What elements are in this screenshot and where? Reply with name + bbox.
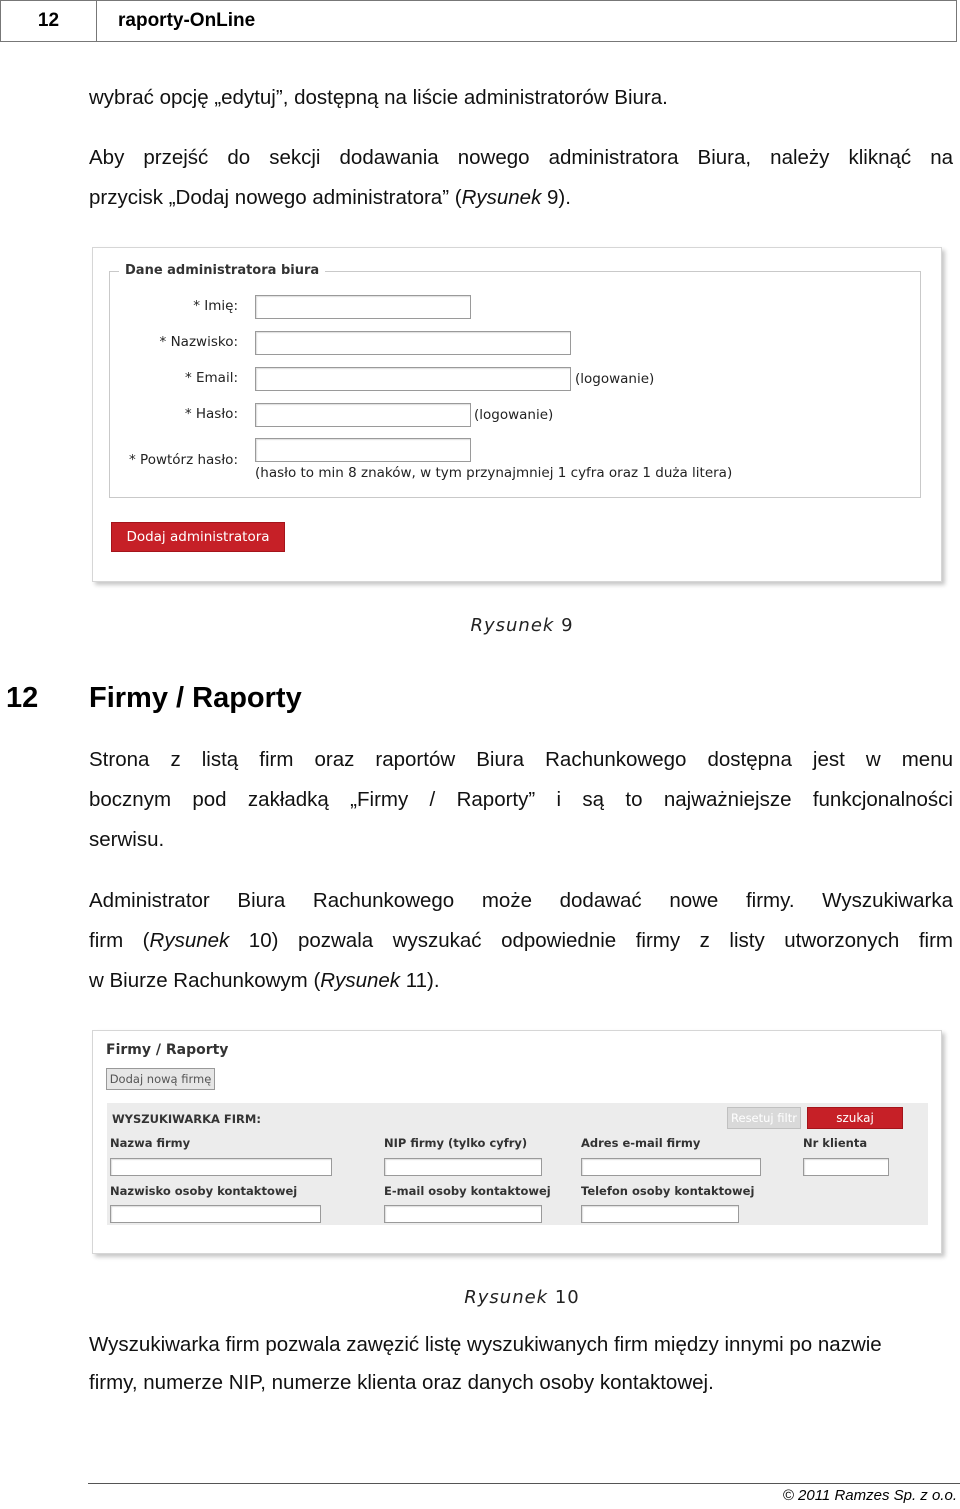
section-p2-line-3: w Biurze Rachunkowym (Rysunek 11).: [89, 969, 440, 992]
nip-label: NIP firmy (tylko cyfry): [384, 1136, 528, 1150]
section-p1-line-3: serwisu.: [89, 828, 165, 851]
section-number: 12: [6, 682, 39, 714]
email-hint: (logowanie): [575, 371, 655, 387]
figure-9-caption: Rysunek 9: [470, 615, 574, 636]
section-title: Firmy / Raporty: [89, 682, 302, 714]
figure-10-screenshot: [92, 1030, 942, 1254]
intro-line-2: Aby przejść do sekcji dodawania nowego administratora Biura, należy kliknąć na: [89, 146, 953, 169]
contact-phone-input[interactable]: [581, 1205, 739, 1223]
search-panel-title: WYSZUKIWARKA FIRM:: [112, 1112, 261, 1126]
footer-copyright: © 2011 Ramzes Sp. z o.o.: [782, 1487, 957, 1504]
closing-line-2: firmy, numerze NIP, numerze klienta oraz danych osoby kontaktowej.: [89, 1371, 714, 1394]
password-hint: (logowanie): [474, 407, 554, 423]
company-name-input[interactable]: [110, 1158, 332, 1176]
password-input[interactable]: [255, 403, 471, 427]
section-p1-line-1: Strona z listą firm oraz raportów Biura Rachunkowego dostępna jest w menu: [89, 748, 953, 771]
add-admin-button[interactable]: Dodaj administratora: [111, 522, 285, 552]
contact-email-input[interactable]: [384, 1205, 542, 1223]
first-name-input[interactable]: [255, 295, 471, 319]
section-p2-line-1: Administrator Biura Rachunkowego może dodawać nowe firmy. Wyszukiwarka: [89, 889, 953, 912]
section-p1-line-2: bocznym pod zakładką „Firmy / Raporty” i są to najważniejsze funkcjonalności: [89, 788, 953, 811]
search-button[interactable]: szukaj: [807, 1107, 903, 1129]
company-email-label: Adres e-mail firmy: [581, 1136, 701, 1150]
last-name-input[interactable]: [255, 331, 571, 355]
intro-line-3: przycisk „Dodaj nowego administratora” (Rysunek 9).: [89, 186, 571, 209]
closing-line-1: Wyszukiwarka firm pozwala zawęzić listę wyszukiwanych firm między innymi po nazwie: [89, 1333, 882, 1356]
intro-line-1: wybrać opcję „edytuj”, dostępną na liście administratorów Biura.: [89, 86, 668, 109]
email-label: * Email:: [184, 370, 238, 386]
breadcrumb: Firmy / Raporty: [106, 1042, 229, 1058]
nip-input[interactable]: [384, 1158, 542, 1176]
page-number: 12: [0, 0, 97, 42]
password-rules-hint: (hasło to min 8 znaków, w tym przynajmniej 1 cyfra oraz 1 duża litera): [255, 465, 733, 481]
footer-divider: [88, 1483, 960, 1484]
client-number-label: Nr klienta: [803, 1136, 868, 1150]
reset-filter-button[interactable]: Resetuj filtr: [727, 1107, 801, 1129]
password-label: * Hasło:: [184, 406, 238, 422]
contact-surname-label: Nazwisko osoby kontaktowej: [110, 1184, 298, 1198]
contact-email-label: E-mail osoby kontaktowej: [384, 1184, 551, 1198]
email-input[interactable]: [255, 367, 571, 391]
company-email-input[interactable]: [581, 1158, 761, 1176]
document-title: raporty-OnLine: [97, 0, 957, 42]
figure-10-caption: Rysunek 10: [464, 1287, 580, 1308]
add-company-button[interactable]: Dodaj nową firmę: [106, 1068, 215, 1090]
contact-surname-input[interactable]: [110, 1205, 321, 1223]
repeat-password-input[interactable]: [255, 438, 471, 462]
last-name-label: * Nazwisko:: [159, 334, 238, 350]
company-name-label: Nazwa firmy: [110, 1136, 191, 1150]
contact-phone-label: Telefon osoby kontaktowej: [581, 1184, 755, 1198]
section-p2-line-2: firm (Rysunek 10) pozwala wyszukać odpowiednie firmy z listy utworzonych firm: [89, 929, 953, 952]
fieldset-legend: Dane administratora biura: [119, 263, 325, 278]
first-name-label: * Imię:: [193, 298, 238, 314]
search-panel: [107, 1103, 928, 1225]
repeat-password-label: * Powtórz hasło:: [129, 452, 238, 468]
figure-ref: Rysunek: [461, 186, 542, 209]
figure-9-screenshot: [92, 247, 942, 582]
client-number-input[interactable]: [803, 1158, 889, 1176]
